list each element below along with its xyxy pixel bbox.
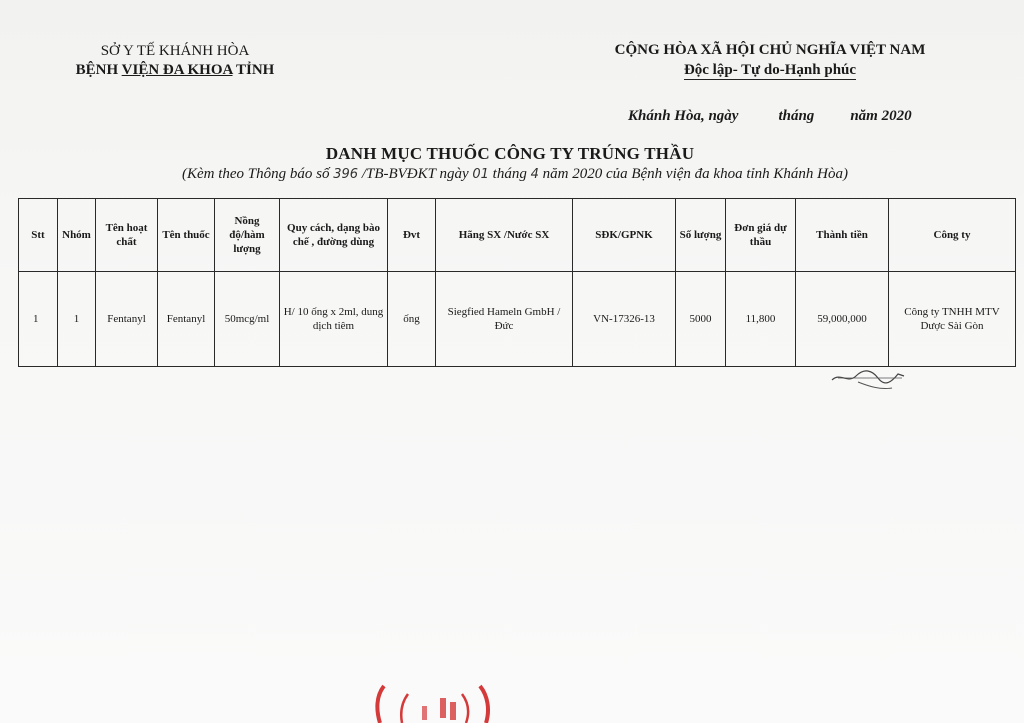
header-cell: Thành tiền [796, 199, 889, 272]
national-header [585, 40, 955, 80]
cell-manufacturer: Siegfied Hameln GmbH / Đức [436, 272, 573, 367]
header-cell: Đvt [388, 199, 436, 272]
cell-drug-name: Fentanyl [158, 272, 215, 367]
red-seal-stamp-icon [362, 680, 502, 723]
document-title: DANH MỤC THUỐC CÔNG TY TRÚNG THẦU [325, 144, 695, 163]
handwritten-month: 4 [530, 167, 539, 182]
issuing-organization [40, 42, 310, 80]
cell-company: Công ty TNHH MTV Dược Sài Gòn [889, 272, 1016, 367]
header-cell: Tên hoạt chất [96, 199, 158, 272]
cell-stt: 1 [19, 272, 58, 367]
date-line: Khánh Hòa, ngày tháng năm 2020 [628, 108, 912, 124]
handwritten-notice-number: 396 [333, 167, 359, 182]
header-cell: Nhóm [58, 199, 96, 272]
table-row [19, 272, 1016, 367]
cell-unit-price: 11,800 [726, 272, 796, 367]
drug-list-table [18, 198, 1016, 367]
document-subtitle: (Kèm theo Thông báo số 396 /TB-BVĐKT ngày 01 tháng 4 năm 2020 của Bệnh viện đa khoa tỉnh Khánh Hòa) [181, 166, 848, 182]
header-cell: Quy cách, dạng bào chế , đường dùng [280, 199, 388, 272]
header-cell: Số lượng [676, 199, 726, 272]
cell-active-ingredient: Fentanyl [96, 272, 158, 367]
header-cell: SĐK/GPNK [573, 199, 676, 272]
table-header-row [19, 199, 1016, 272]
cell-quantity: 5000 [676, 272, 726, 367]
handwritten-scribble-icon [828, 366, 908, 392]
header-cell: Stt [19, 199, 58, 272]
cell-unit: ống [388, 272, 436, 367]
national-motto: Độc lập- Tự do-Hạnh phúc [683, 62, 857, 78]
header-cell: Nồng độ/hàm lượng [215, 199, 280, 272]
republic-title: CỘNG HÒA XÃ HỘI CHỦ NGHĨA VIỆT NAM [614, 42, 926, 58]
header-cell: Công ty [889, 199, 1016, 272]
header-cell: Tên thuốc [158, 199, 215, 272]
hospital-name: BỆNH VIỆN ĐA KHOA TỈNH [75, 62, 275, 78]
header-cell: Đơn giá dự thầu [726, 199, 796, 272]
cell-group: 1 [58, 272, 96, 367]
cell-registration-number: VN-17326-13 [573, 272, 676, 367]
header-cell: Hãng SX /Nước SX [436, 199, 573, 272]
cell-concentration: 50mcg/ml [215, 272, 280, 367]
cell-total: 59,000,000 [796, 272, 889, 367]
department-name: SỞ Y TẾ KHÁNH HÒA [100, 43, 250, 59]
handwritten-day: 01 [472, 167, 489, 182]
cell-packaging: H/ 10 ống x 2ml, dung dịch tiêm [280, 272, 388, 367]
